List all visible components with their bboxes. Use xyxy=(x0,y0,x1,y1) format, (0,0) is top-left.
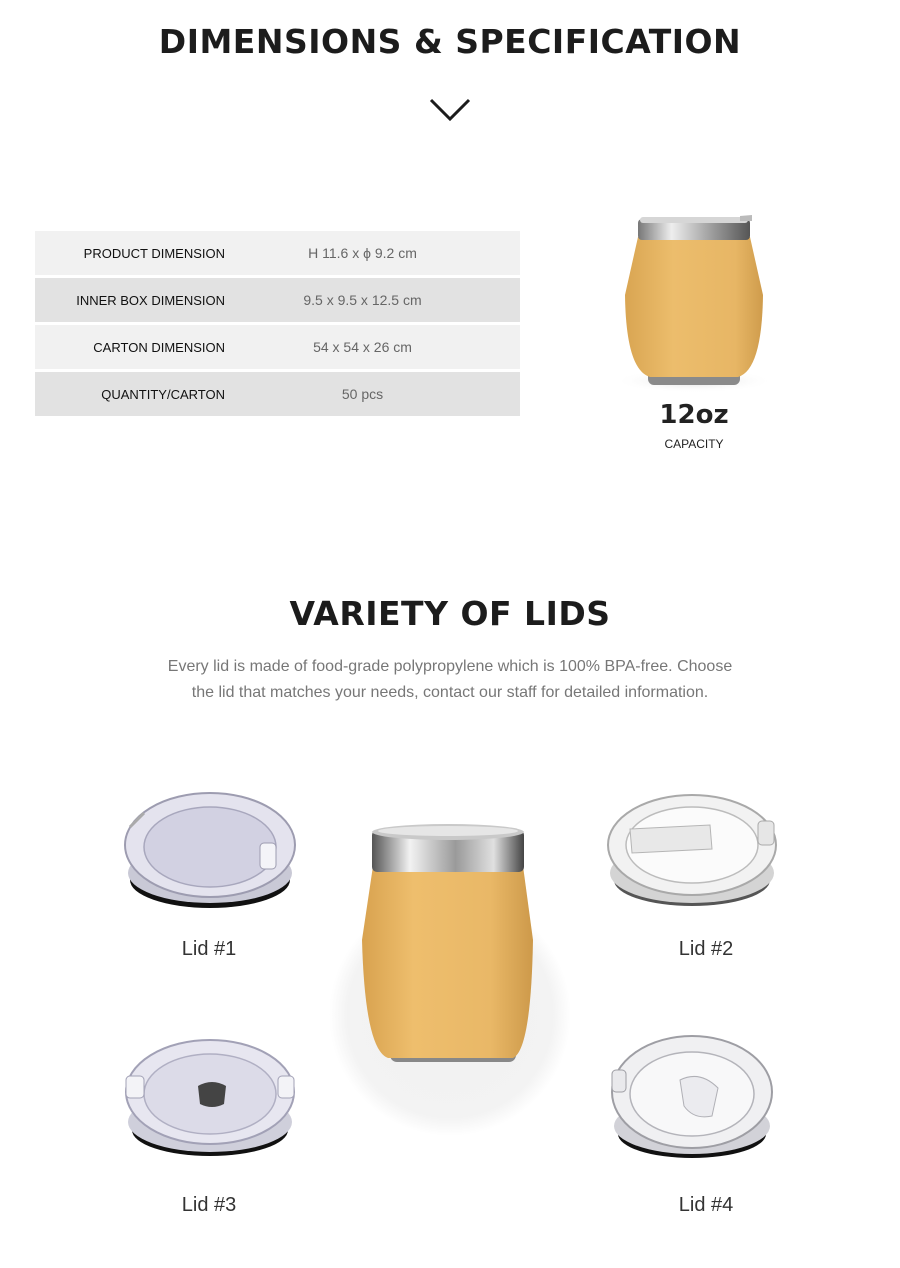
capacity-value: 12oz xyxy=(659,400,729,430)
spec-value: H 11.6 x ϕ 9.2 cm xyxy=(308,245,417,261)
cup-image-large xyxy=(328,800,578,1140)
spec-table xyxy=(35,231,520,419)
spec-label: INNER BOX DIMENSION xyxy=(76,292,225,308)
spec-row xyxy=(35,231,520,275)
lid-4-image xyxy=(600,1030,780,1165)
description-line: the lid that matches your needs, contact our staff for detailed information. xyxy=(191,684,709,701)
spec-row xyxy=(35,278,520,322)
spec-row xyxy=(35,372,520,416)
page-title-lids: VARIETY OF LIDS xyxy=(289,594,611,633)
lid-3-image xyxy=(120,1030,300,1165)
spec-label: QUANTITY/CARTON xyxy=(101,386,225,402)
spec-value: 50 pcs xyxy=(341,386,384,402)
spec-row xyxy=(35,325,520,369)
chevron-down-icon xyxy=(428,96,472,124)
lid-2-image xyxy=(600,785,780,920)
cup-image-small xyxy=(600,205,800,400)
spec-label: PRODUCT DIMENSION xyxy=(83,245,225,261)
page-title-dimensions: DIMENSIONS & SPECIFICATION xyxy=(158,22,742,61)
lids-description xyxy=(120,654,780,706)
capacity-label: CAPACITY xyxy=(664,437,724,451)
spec-label: CARTON DIMENSION xyxy=(93,339,225,355)
lid-label: Lid #3 xyxy=(181,1194,237,1216)
lid-label: Lid #2 xyxy=(678,938,734,960)
lid-1-image xyxy=(120,785,300,920)
lid-label: Lid #1 xyxy=(181,938,237,960)
spec-value: 54 x 54 x 26 cm xyxy=(313,339,412,355)
spec-value: 9.5 x 9.5 x 12.5 cm xyxy=(303,292,422,308)
lid-label: Lid #4 xyxy=(678,1194,734,1216)
description-line: Every lid is made of food-grade polypropylene which is 100% BPA-free. Choose xyxy=(167,658,733,675)
